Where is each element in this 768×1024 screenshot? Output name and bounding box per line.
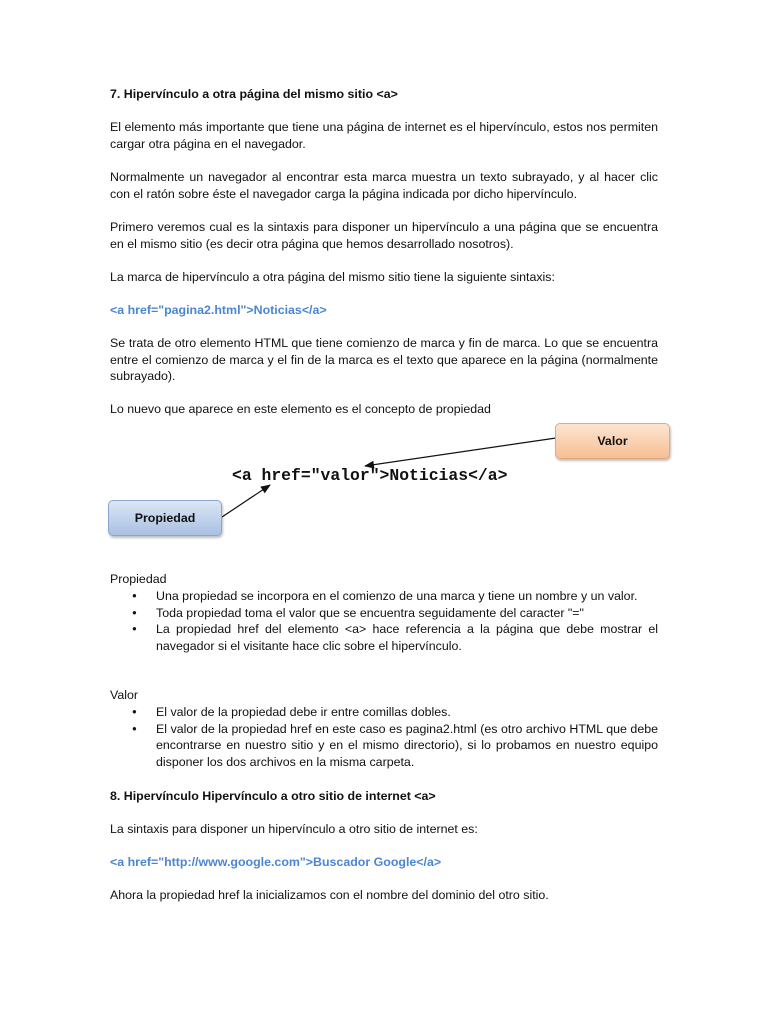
paragraph-element: Se trata de otro elemento HTML que tiene comienzo de marca y fin de marca. Lo que se encuentra entre el comienzo de marca y el fin de la marca es el texto que aparece en la página (normalmente subrayado). bbox=[110, 336, 658, 383]
paragraph-syntax-label: La marca de hipervínculo a otra página del mismo sitio tiene la siguiente sintaxis: bbox=[110, 270, 555, 284]
list-item: ● Toda propiedad toma el valor que se encuentra seguidamente del caracter "=" bbox=[110, 605, 658, 622]
paragraph-syntax-intro: Primero veremos cual es la sintaxis para disponer un hipervínculo a una página que se encuentra en el mismo sitio (es decir otra página que hemos desarrollado nosotros). bbox=[110, 220, 658, 251]
paragraph-external-syntax: La sintaxis para disponer un hipervínculo a otro sitio de internet es: bbox=[110, 822, 478, 836]
arrow-propiedad bbox=[222, 485, 270, 517]
propiedad-callout bbox=[108, 500, 222, 536]
propiedad-title: Propiedad bbox=[110, 572, 167, 586]
valor-callout bbox=[555, 423, 670, 459]
paragraph-property-concept: Lo nuevo que aparece en este elemento es el concepto de propiedad bbox=[110, 402, 491, 416]
valor-title: Valor bbox=[110, 688, 139, 702]
code-example-external: <a href="http://www.google.com">Buscador Google</a> bbox=[110, 855, 442, 869]
paragraph-intro: El elemento más importante que tiene una página de internet es el hipervínculo, estos nos permiten cargar otra página en el navegador. bbox=[110, 120, 658, 151]
list-item: ● El valor de la propiedad href en este caso es pagina2.html (es otro archivo HTML que debe encontrarse en nuestro sitio y en el mismo directorio), si lo probamos en nuestro equipo disponer los dos archivos en la misma carpeta. bbox=[110, 721, 658, 771]
list-item: ● Una propiedad se incorpora en el comienzo de una marca y tiene un nombre y un valor. bbox=[110, 588, 658, 605]
paragraph-browser: Normalmente un navegador al encontrar esta marca muestra un texto subrayado, y al hacer clic con el ratón sobre éste el navegador carga la página indicada por dicho hipervínculo. bbox=[110, 170, 658, 201]
arrow-valor bbox=[365, 438, 556, 466]
propiedad-callout-label: Propiedad bbox=[134, 510, 196, 525]
section-7-heading: 7. Hipervínculo a otra página del mismo sitio <a> bbox=[110, 87, 398, 101]
propiedad-list bbox=[110, 588, 658, 654]
section-8-heading: 8. Hipervínculo Hipervínculo a otro sitio de internet <a> bbox=[110, 789, 436, 803]
valor-list bbox=[110, 704, 658, 770]
list-item: ● El valor de la propiedad debe ir entre comillas dobles. bbox=[110, 704, 658, 721]
diagram-code: <a href="valor">Noticias</a> bbox=[232, 466, 508, 485]
list-item: ● La propiedad href del elemento <a> hace referencia a la página que debe mostrar el navegador si el visitante hace clic sobre el hipervínculo. bbox=[110, 621, 658, 654]
code-example-local: <a href="pagina2.html">Noticias</a> bbox=[110, 303, 327, 317]
paragraph-href-domain: Ahora la propiedad href la inicializamos con el nombre del dominio del otro sitio. bbox=[110, 888, 549, 902]
valor-callout-label: Valor bbox=[597, 433, 628, 448]
